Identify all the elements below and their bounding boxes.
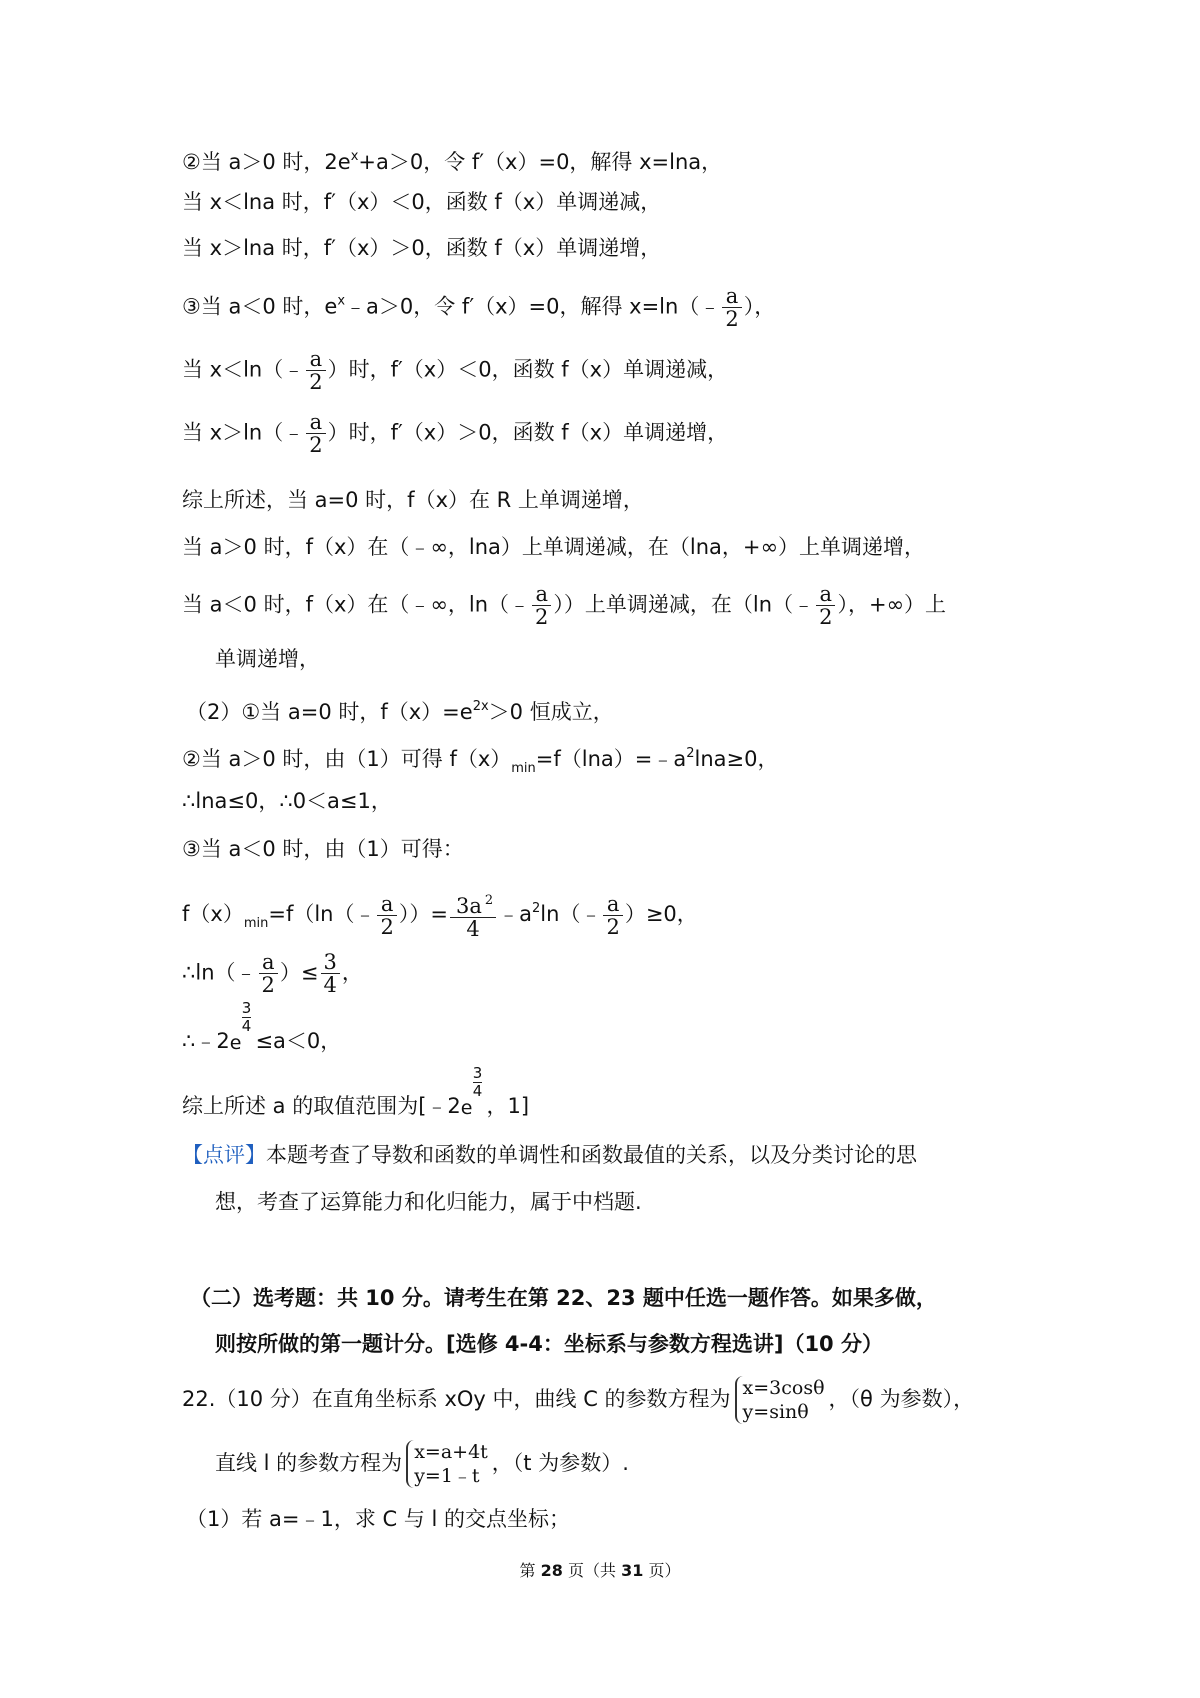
- problem-line: 直线 l 的参数方程为 x=a+4t y=1﹣t ，（t 为参数）.: [215, 1441, 629, 1487]
- text-line: ②当 a＞0 时，$2e^x+a>0$，令 f′（x）=0，解得 x=lna，: [182, 149, 723, 174]
- text-line: （2）①当 a=0 时，$f(x)=e^{2x}>0$ 恒成立，: [186, 699, 614, 724]
- review-line: 【点评】本题考查了导数和函数的单调性和函数最值的关系，以及分类讨论的思: [182, 1143, 917, 1167]
- fraction: $\frac{a}{2}$: [306, 348, 325, 393]
- fraction: $\frac{a}{2}$: [532, 583, 551, 628]
- review-tag: 【点评】: [182, 1143, 266, 1167]
- text-line: 当 a＜0 时，f（x）在（﹣∞，ln（﹣ $\frac{a}{2}$ ））上单调递减，在（ln（﹣ $\frac{a}{2}$ ），+∞）上: [182, 582, 947, 629]
- problem-line: （1）若 a=﹣1，求 C 与 l 的交点坐标；: [186, 1507, 571, 1531]
- fraction: $\frac{3a ^2}{4}$: [450, 890, 496, 940]
- equation-system: x=3cosθ y=sinθ: [735, 1376, 825, 1424]
- page-footer: 第 28 页（共 31 页）: [519, 1561, 681, 1580]
- text-line: ∴﹣2e 3 4 ≤a＜0，: [182, 1027, 341, 1057]
- text-line: ②当 a＞0 时，由（1）可得 $f(x)_{min}=f(\ln a)=﹣a^2\ln a\ge 0$，: [182, 746, 779, 776]
- equation-system: x=a+4t y=1﹣t: [406, 1440, 488, 1488]
- fraction: $\frac{a}{2}$: [259, 951, 278, 996]
- text-line: 综上所述，当 a=0 时，f（x）在 R 上单调递增，: [182, 488, 644, 512]
- review-line: 想，考查了运算能力和化归能力，属于中档题.: [215, 1190, 642, 1214]
- fraction: $\frac{3}{4}$: [321, 951, 340, 996]
- text-line: ③当 a＜0 时，由（1）可得：: [182, 837, 464, 861]
- fraction: $\frac{a}{2}$: [722, 285, 741, 330]
- fraction: $\frac{a}{2}$: [377, 893, 396, 938]
- text-line: ∴ln（﹣ $\frac{a}{2}$ ）≤ $\frac{3}{4}$ ，: [182, 950, 363, 997]
- text-line: 当 x＞ln（﹣ $\frac{a}{2}$ ）时，f′（x）＞0，函数 f（x）单调递增，: [182, 410, 729, 457]
- text-line: 单调递增，: [215, 647, 320, 671]
- text-line: ③当 a＜0 时，$e^x﹣a>0$，令 f′（x）=0，解得 x=ln（﹣ $\frac{a}{2}$ ），: [182, 284, 776, 331]
- text-line: 当 x＜lna 时，f′（x）＜0，函数 f（x）单调递减，: [182, 190, 662, 214]
- fraction: $\frac{a}{2}$: [603, 893, 622, 938]
- text-line: 当 x＜ln（﹣ $\frac{a}{2}$ ）时，f′（x）＜0，函数 f（x）单调递减，: [182, 347, 729, 394]
- text-line: ∴lna≤0，∴0＜a≤1，: [182, 789, 392, 813]
- exponent-expression: e 3 4: [229, 998, 252, 1054]
- section-heading: （二）选考题：共 10 分。请考生在第 22、23 题中任选一题作答。如果多做，: [190, 1286, 937, 1310]
- fraction: $\frac{a}{2}$: [306, 411, 325, 456]
- fraction: $\frac{a}{2}$: [816, 583, 835, 628]
- text-line: 当 x＞lna 时，f′（x）＞0，函数 f（x）单调递增，: [182, 236, 662, 260]
- text-line: 当 a＞0 时，f（x）在（﹣∞，lna）上单调递减，在（lna，+∞）上单调递增，: [182, 535, 926, 559]
- exponent-expression: e 3 4: [460, 1063, 483, 1119]
- problem-line: 22.（10 分）在直角坐标系 xOy 中，曲线 C 的参数方程为 x=3cosθ y=sinθ ，（θ 为参数），: [182, 1377, 975, 1423]
- section-heading: 则按所做的第一题计分。[选修 4-4：坐标系与参数方程选讲]（10 分）: [215, 1332, 883, 1356]
- text-line: 综上所述 a 的取值范围为[﹣2e 3 4 ，1]: [182, 1092, 529, 1122]
- text-line: $f(x)_{min}=f(\ln(﹣$ $\frac{a}{2}$ ））= $\frac{3a ^2}{4}$ $﹣a^2\ln(﹣$ $\frac{a}{2}$ ）≥0，: [182, 891, 698, 941]
